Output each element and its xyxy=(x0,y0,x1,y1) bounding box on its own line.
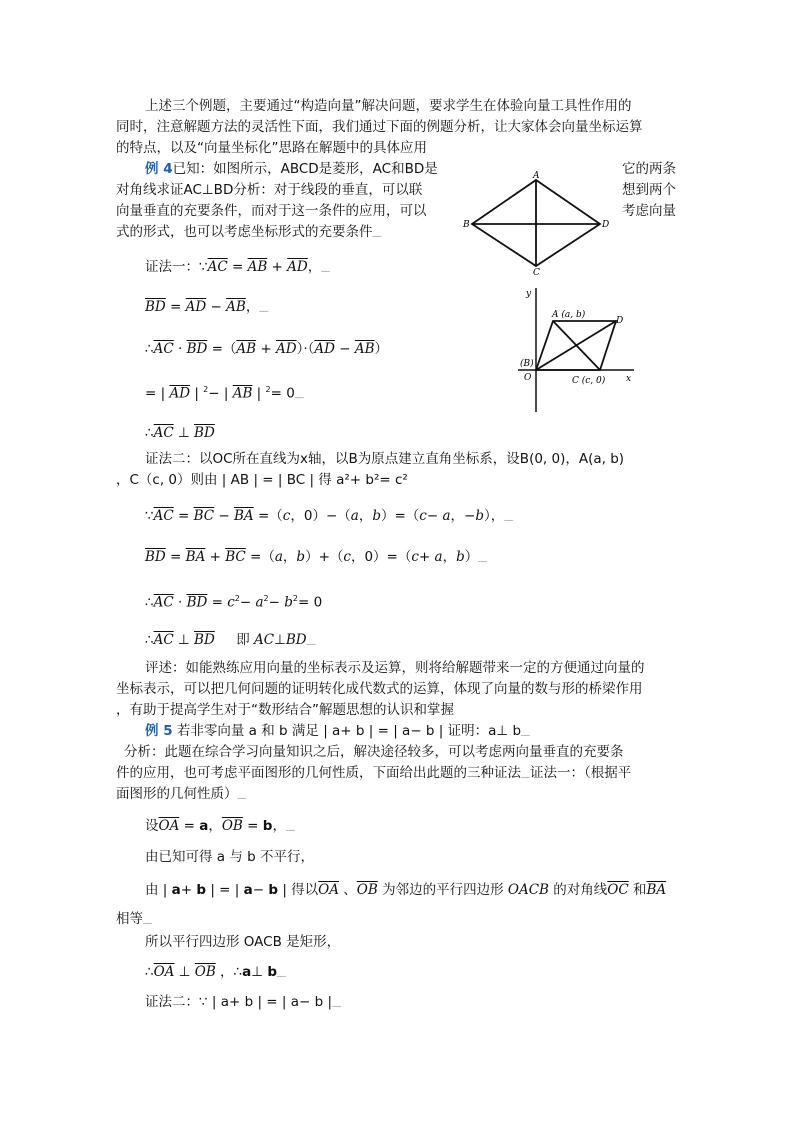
label-a: A xyxy=(533,171,540,181)
proof2-line-4: $\overline{BD} = \overline{BA} + \overline{BC} =(a$，b）+（c，0）=（c+ a，b）﹏ xyxy=(145,549,488,565)
example-5-step-1: 设$\overline{OA} = a$，$\overline{OB} = b$，﹏ xyxy=(145,818,295,834)
label-b: B xyxy=(463,220,470,230)
rhombus-figure xyxy=(460,168,610,276)
example-5-analysis-1: 分析：此题在综合学习向量知识之后，解决途径较多，可以考虑两向量垂直的充要条 xyxy=(124,744,624,760)
proof1-line-2: $\overline{BD} = \overline{AD} - \overline{AB}$，﹏ xyxy=(145,299,269,315)
example-4-line-2: 对角线求证AC⊥BD分析：对于线段的垂直，可以联 xyxy=(116,182,423,198)
proof2-line-5: $\therefore\overline{AC} \cdot \overline{BD} = c^2- a^2- b^2= 0$ xyxy=(145,594,323,611)
example-5-step-4: 相等﹏ xyxy=(116,911,153,927)
proof1-line-3: $\therefore\overline{AC} \cdot \overline{BD} =(\overline{AB} + \overline{AD})\cdot(\overline{AD} - \overline{AB})$ xyxy=(145,341,389,357)
intro-line-1: 上述三个例题，主要通过“构造向量”解决问题，要求学生在体验向量工具性作用的 xyxy=(145,98,632,114)
example-4-line-1: 例 4已知：如图所示，ABCD是菱形，AC和BD是 xyxy=(145,161,438,177)
example-5-step-7: 证法二：∵ | a+ b | = | a− b |﹏ xyxy=(145,994,342,1010)
label-d: D xyxy=(616,316,624,326)
intro-line-3: 的特点，以及“向量坐标化”思路在解题中的具体应用 xyxy=(116,140,427,156)
label-y: y xyxy=(526,289,532,299)
example-4-line-2-right: 想到两个 xyxy=(622,182,676,198)
example-4-line-4: 式的形式，也可以考虑坐标形式的充要条件﹏ xyxy=(116,224,382,240)
example-4-label: 例 4 xyxy=(145,161,173,177)
example-5-step-6: $\therefore\overline{OA}$ ⊥ $\overline{OB}$ ，∴a⊥ b﹏ xyxy=(145,964,287,980)
label-a: A (a, b) xyxy=(552,310,586,320)
watermark-mark: ﹏ xyxy=(372,229,382,239)
label-o: O xyxy=(524,373,532,383)
review-line-3: ，有助于提高学生对于“数形结合”解题思想的认识和掌握 xyxy=(116,702,454,718)
proof2-line-1: 证法二：以OC所在直线为x轴，以B为原点建立直角坐标系，设B(0, 0)，A(a, b) xyxy=(145,451,625,467)
proof1-line-5: $\therefore\overline{AC}$ ⊥ $\overline{BD}$ xyxy=(145,425,215,441)
review-line-2: 坐标表示，可以把几何问题的证明转化成代数式的运算，体现了向量的数与形的桥梁作用 xyxy=(116,681,643,697)
review-line-1: 评述：如能熟练应用向量的坐标表示及运算，则将给解题带来一定的方便通过向量的 xyxy=(145,660,645,676)
label-x: x xyxy=(626,374,632,384)
proof2-line-2: ，C（c, 0）则由 | AB | = | BC | 得 a²+ b²= c² xyxy=(116,472,408,488)
proof2-line-3: $\because\overline{AC} = \overline{BC} - \overline{BA} =(c$，0）−（a，b）=（c− a，−b），﹏ xyxy=(145,508,514,524)
label-b: (B) xyxy=(520,359,534,369)
label-d: D xyxy=(602,220,610,230)
example-5-analysis-2: 件的应用，也可考虑平面图形的几何性质，下面给出此题的三种证法﹏证法一：（根据平 xyxy=(116,765,632,781)
diagonal-ac xyxy=(553,321,600,370)
example-5-step-3: 由 | a+ b | = | a− b | 得以$\overline{OA}$ 、$\overline{OB}$ 为邻边的平行四边形 OACB 的对角线$\overline{OC}$ 和$\overline{BA}$ xyxy=(145,882,667,898)
example-4-line-1-right: 它的两条 xyxy=(622,161,676,177)
example-5-label: 例 5 xyxy=(145,723,173,739)
example-5-step-5: 所以平行四边形 OACB 是矩形， xyxy=(145,934,341,950)
proof1-line-1: 证法一：$\because\overline{AC} = \overline{AB} + \overline{AD}$，﹏ xyxy=(145,259,331,275)
label-c: C xyxy=(533,268,540,276)
example-4-line-3: 向量垂直的充要条件，而对于这一条件的应用，可以 xyxy=(116,203,427,219)
coordinate-figure xyxy=(508,284,638,414)
proof2-line-6: $\therefore\overline{AC}$ ⊥ $\overline{BD}$ 即 AC⊥BD﹏ xyxy=(145,632,316,648)
proof1-line-4: = | $\overline{AD}$ | $^2$− | $\overline{AB}$ | $^2$= 0﹏ xyxy=(145,385,304,402)
example-5-line-1: 例 5 若非零向量 a 和 b 满足 | a+ b | = | a− b | 证明：a⊥ b﹏ xyxy=(145,723,531,739)
example-5-step-2: 由已知可得 a 与 b 不平行， xyxy=(145,849,315,865)
example-4-line-3-right: 考虑向量 xyxy=(622,203,676,219)
label-c: C (c, 0) xyxy=(572,376,606,386)
intro-line-2: 同时，注意解题方法的灵活性下面，我们通过下面的例题分析，让大家体会向量坐标运算 xyxy=(116,119,643,135)
example-5-analysis-3: 面图形的几何性质）﹏ xyxy=(116,786,247,802)
